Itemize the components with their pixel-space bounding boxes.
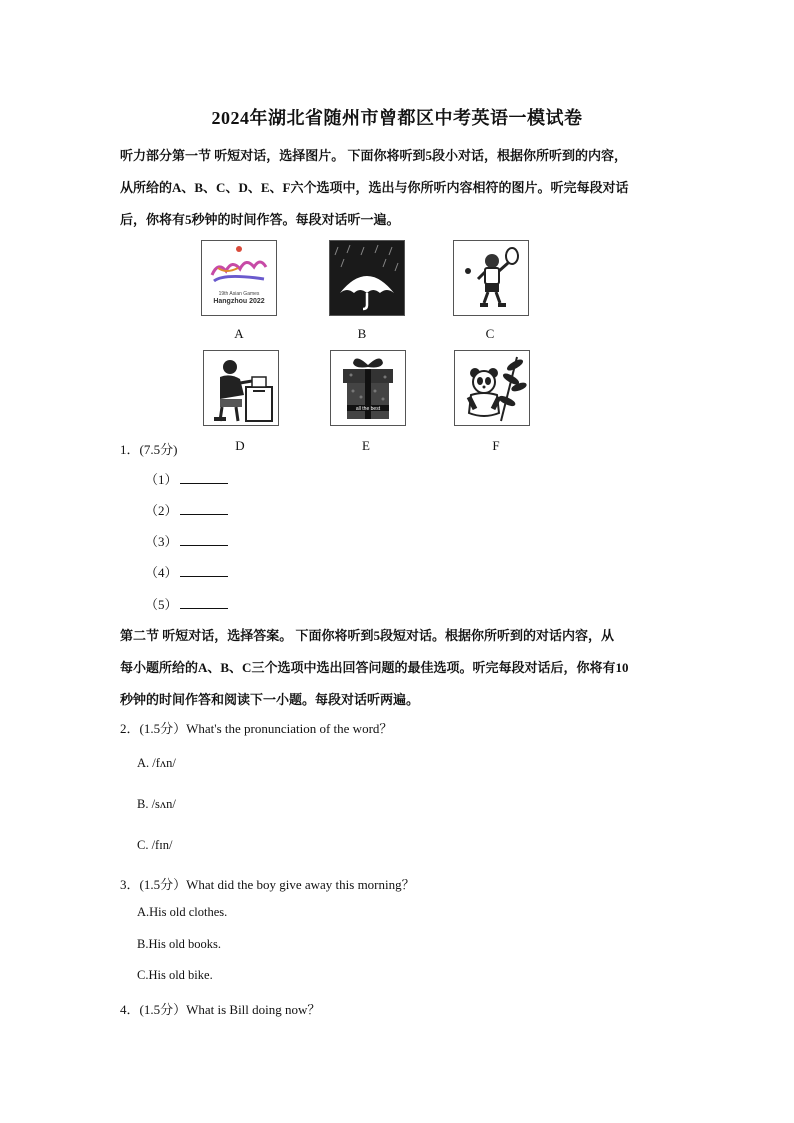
tennis-player-icon [454,241,528,315]
section1-line: 后，你将有5秒钟的时间作答。每段对话听一遍。 [120,212,400,227]
boy-at-donation-box-icon [204,351,278,425]
answer-blank-row [145,594,228,613]
umbrella-rain-icon [330,241,404,315]
picture-label-b: B [357,326,367,341]
question-4-label: 4．(1.5分）What is Bill doing now？ [120,1002,321,1017]
question-3-label: 3．(1.5分）What did the boy give away this morning？ [120,877,415,892]
picture-f [454,350,530,426]
answer-blank-row [145,531,228,550]
picture-label-e: E [362,438,370,453]
section1-line: 从所给的A、B、C、D、E、F六个选项中，选出与你所听内容相符的图片。听完每段对话 [120,180,629,195]
picture-e [330,350,406,426]
section2-line: 秒钟的时间作答和阅读下一小题。每段对话听两遍。 [120,692,420,707]
panda-bamboo-icon [455,351,529,425]
picture-label-f: F [492,438,500,453]
gift-text: all the best [355,406,381,412]
blank-number: （2） [145,503,178,518]
logo-text-2: Hangzhou 2022 [213,298,265,305]
question-2-label: 2．(1.5分）What's the pronunciation of the word？ [120,721,393,736]
question-2-option-b[interactable]: B. /sʌn/ [137,797,176,811]
answer-blank-5[interactable] [180,596,228,609]
picture-label-d: D [235,438,245,453]
section2-line: 每小题所给的A、B、C三个选项中选出回答问题的最佳选项。听完每段对话后，你将有10 [120,660,629,675]
answer-blank-row [145,469,228,488]
question-1-label: 1．(7.5分) [120,442,178,457]
asian-games-logo-icon [202,241,276,315]
question-3-option-c[interactable]: C.His old bike. [137,968,213,982]
question-2-option-a[interactable]: A. /fʌn/ [137,756,176,770]
blank-number: （1） [145,472,178,487]
answer-blank-4[interactable] [180,564,228,577]
blank-number: （3） [145,534,178,549]
picture-b [329,240,405,316]
answer-blank-row [145,500,228,519]
page-title: 2024年湖北省随州市曾都区中考英语一模试卷 [211,108,583,128]
answer-blank-row [145,562,228,581]
blank-number: （5） [145,597,178,612]
picture-d [203,350,279,426]
section2-line: 第二节 听短对话，选择答案。 下面你将听到5段短对话。根据你所听到的对话内容，从 [120,628,615,643]
question-3-option-b[interactable]: B.His old books. [137,937,222,951]
gift-box-icon [331,351,405,425]
answer-blank-1[interactable] [180,471,228,484]
answer-blank-3[interactable] [180,533,228,546]
picture-a [201,240,277,316]
section1-line: 听力部分第一节 听短对话，选择图片。 下面你将听到5段小对话，根据你所听到的内容， [120,148,628,163]
question-3-option-a[interactable]: A.His old clothes. [137,905,228,919]
picture-label-a: A [234,326,244,341]
picture-label-c: C [485,326,495,341]
picture-c [453,240,529,316]
answer-blank-2[interactable] [180,502,228,515]
blank-number: （4） [145,565,178,580]
question-2-option-c[interactable]: C. /fɪn/ [137,838,173,852]
logo-text-1: 19th Asian Games [218,291,260,297]
